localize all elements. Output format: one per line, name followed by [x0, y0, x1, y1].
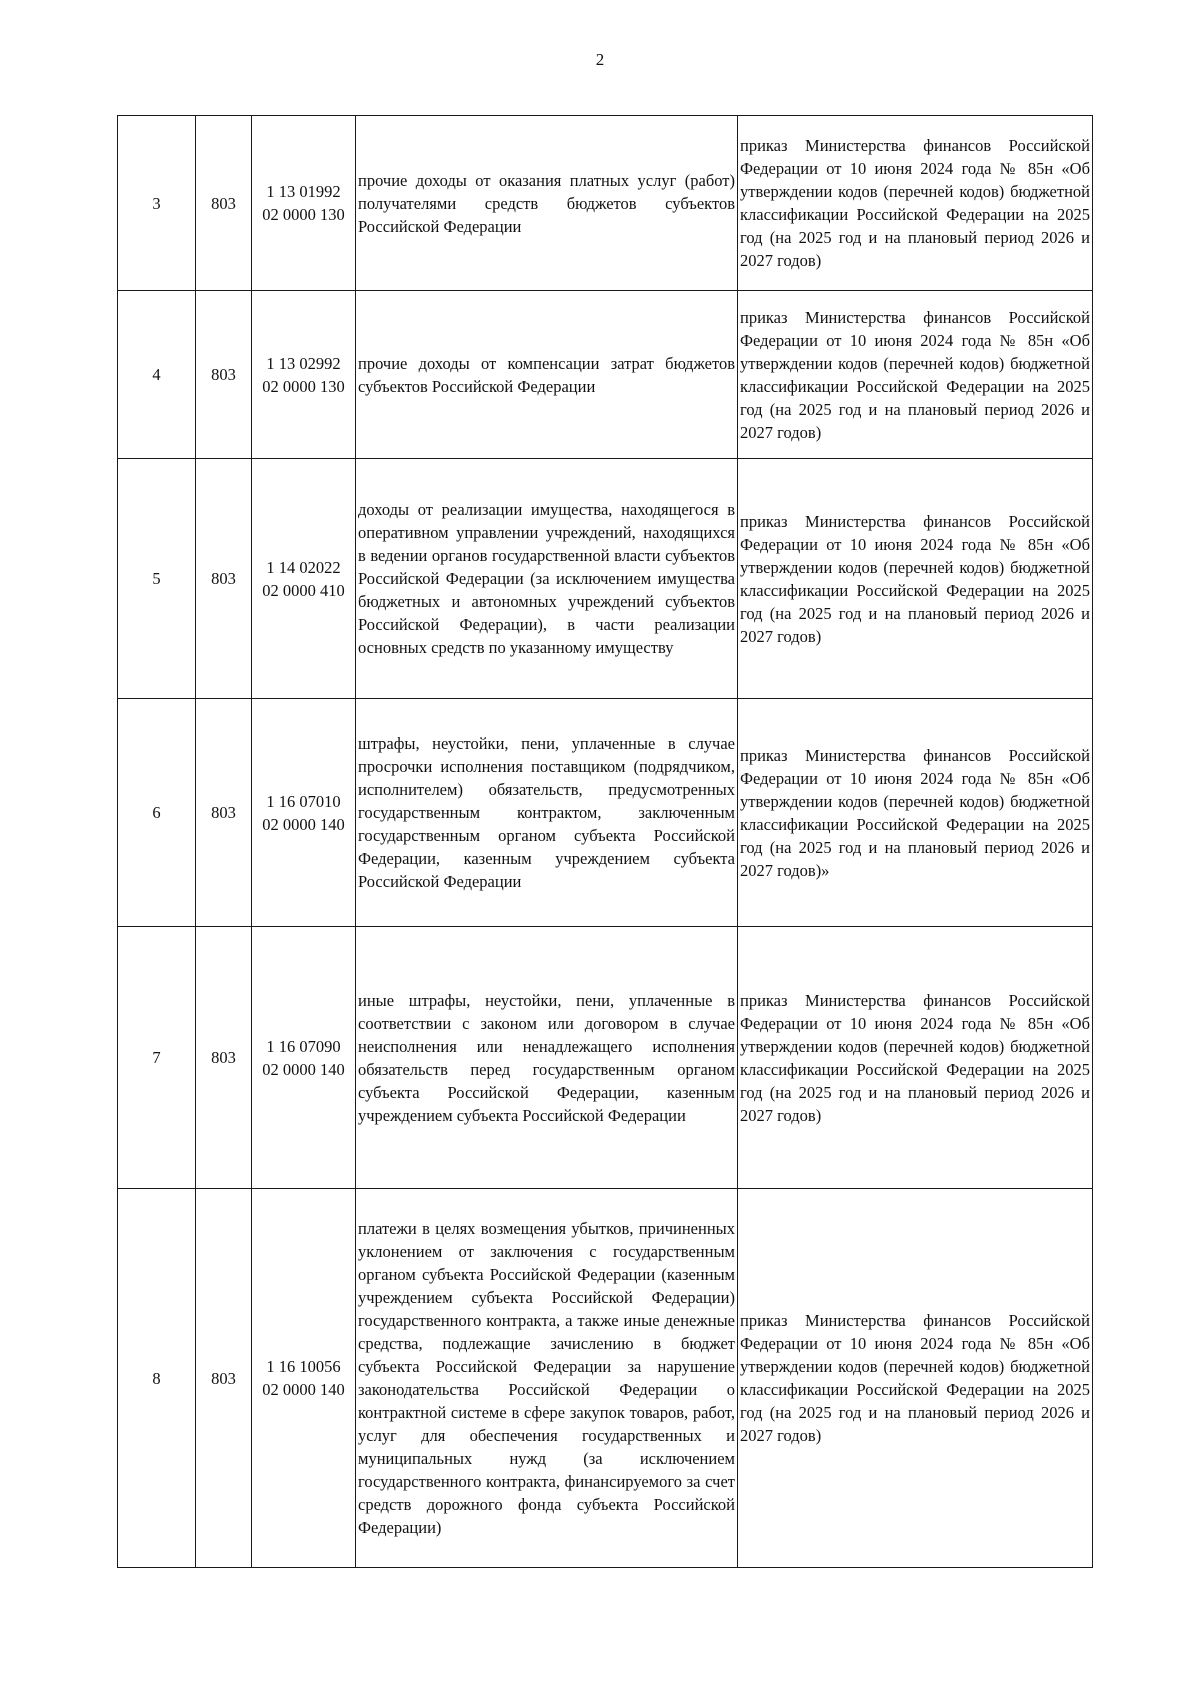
legal-basis: приказ Министерства финансов Российской Федерации от 10 июня 2024 года № 85н «Об утверждении кодов (перечней кодов) бюджетной классификации Российской Федерации на 2025 год (на 2025 год и на плановый период 2026 и 2027 годов)»: [738, 699, 1093, 927]
table-row: [118, 927, 1093, 1189]
revenue-code-text: 1 13 02992 02 0000 130: [262, 353, 345, 396]
legal-basis: приказ Министерства финансов Российской Федерации от 10 июня 2024 года № 85н «Об утверждении кодов (перечней кодов) бюджетной классификации Российской Федерации на 2025 год (на 2025 год и на плановый период 2026 и 2027 годов): [738, 1189, 1093, 1568]
revenue-code: [252, 699, 356, 927]
admin-code: 803: [196, 699, 252, 927]
legal-basis: приказ Министерства финансов Российской Федерации от 10 июня 2024 года № 85н «Об утверждении кодов (перечней кодов) бюджетной классификации Российской Федерации на 2025 год (на 2025 год и на плановый период 2026 и 2027 годов): [738, 927, 1093, 1189]
row-number: 8: [118, 1189, 196, 1568]
revenue-description: прочие доходы от компенсации затрат бюджетов субъектов Российской Федерации: [356, 291, 738, 459]
revenue-code: [252, 1189, 356, 1568]
revenue-description: доходы от реализации имущества, находящегося в оперативном управлении учреждений, находящихся в ведении органов государственной власти субъектов Российской Федерации (за исключением имущества бюджетных и автономных учреждений субъектов Российской Федерации), в части реализации основных средств по указанному имуществу: [356, 459, 738, 699]
admin-code: 803: [196, 927, 252, 1189]
revenue-description: платежи в целях возмещения убытков, причиненных уклонением от заключения с государственным органом субъекта Российской Федерации (казенным учреждением субъекта Российской Федерации) государственного контракта, а также иные денежные средства, подлежащие зачислению в бюджет субъекта Российской Федерации за нарушение законодательства Российской Федерации о контрактной системе в сфере закупок товаров, работ, услуг для обеспечения государственных и муниципальных нужд (за исключением государственного контракта, финансируемого за счет средств дорожного фонда субъекта Российской Федерации): [356, 1189, 738, 1568]
legal-basis: приказ Министерства финансов Российской Федерации от 10 июня 2024 года № 85н «Об утверждении кодов (перечней кодов) бюджетной классификации Российской Федерации на 2025 год (на 2025 год и на плановый период 2026 и 2027 годов): [738, 459, 1093, 699]
revenue-codes-table: [117, 115, 1093, 1568]
row-number: 7: [118, 927, 196, 1189]
revenue-code-text: 1 16 07010 02 0000 140: [262, 791, 345, 834]
table-row: [118, 116, 1093, 291]
revenue-code-text: 1 16 10056 02 0000 140: [262, 1357, 345, 1399]
revenue-description: прочие доходы от оказания платных услуг (работ) получателями средств бюджетов субъектов Российской Федерации: [356, 116, 738, 291]
admin-code: 803: [196, 459, 252, 699]
table-row: [118, 1189, 1093, 1568]
row-number: 5: [118, 459, 196, 699]
table-row: [118, 699, 1093, 927]
revenue-code: [252, 116, 356, 291]
legal-basis: приказ Министерства финансов Российской Федерации от 10 июня 2024 года № 85н «Об утверждении кодов (перечней кодов) бюджетной классификации Российской Федерации на 2025 год (на 2025 год и на плановый период 2026 и 2027 годов): [738, 291, 1093, 459]
legal-basis: приказ Министерства финансов Российской Федерации от 10 июня 2024 года № 85н «Об утверждении кодов (перечней кодов) бюджетной классификации Российской Федерации на 2025 год (на 2025 год и на плановый период 2026 и 2027 годов): [738, 116, 1093, 291]
revenue-code-text: 1 16 07090 02 0000 140: [262, 1036, 345, 1079]
revenue-code-text: 1 14 02022 02 0000 410: [262, 557, 345, 600]
row-number: 6: [118, 699, 196, 927]
admin-code: 803: [196, 116, 252, 291]
revenue-code: [252, 291, 356, 459]
revenue-description: иные штрафы, неустойки, пени, уплаченные в соответствии с законом или договором в случае неисполнения или ненадлежащего исполнения обязательств перед государственным органом субъекта Российской Федерации, казенным учреждением субъекта Российской Федерации: [356, 927, 738, 1189]
revenue-code-text: 1 13 01992 02 0000 130: [262, 182, 345, 224]
admin-code: 803: [196, 291, 252, 459]
revenue-code: [252, 927, 356, 1189]
table-row: [118, 459, 1093, 699]
revenue-description: штрафы, неустойки, пени, уплаченные в случае просрочки исполнения поставщиком (подрядчиком, исполнителем) обязательств, предусмотренных государственным контрактом, заключенным государственным органом субъекта Российской Федерации, казенным учреждением субъекта Российской Федерации: [356, 699, 738, 927]
table-row: [118, 291, 1093, 459]
page-number: 2: [595, 50, 605, 69]
row-number: 3: [118, 116, 196, 291]
admin-code: 803: [196, 1189, 252, 1568]
revenue-code: [252, 459, 356, 699]
row-number: 4: [118, 291, 196, 459]
